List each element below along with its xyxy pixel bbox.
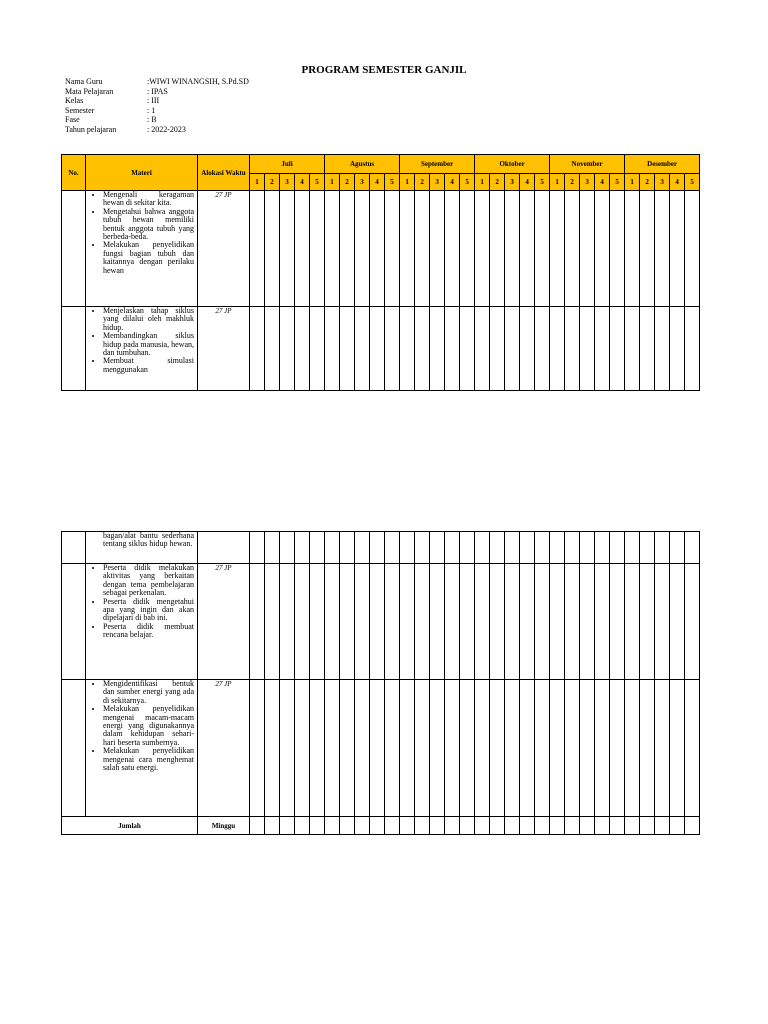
- week-cell: [610, 191, 625, 307]
- week-cell: [250, 307, 265, 391]
- week-cell: [565, 680, 580, 817]
- alokasi-cell: 27 JP: [198, 680, 250, 817]
- week-cell: [505, 564, 520, 680]
- week-cell: [250, 564, 265, 680]
- week-cell: [640, 680, 655, 817]
- week-cell: [250, 817, 265, 835]
- semester-program-table-continued: [61, 531, 700, 835]
- info-value: :WIWI WINANGSIH, S.Pd.SD: [147, 77, 249, 86]
- week-cell: [445, 191, 460, 307]
- info-row-semester: [65, 106, 249, 116]
- week-cell: [490, 191, 505, 307]
- week-cell: [325, 564, 340, 680]
- week-cell: [505, 532, 520, 564]
- week-cell: [595, 680, 610, 817]
- header-week-number: 3: [430, 174, 445, 191]
- materi-list-item: • Membuat simulasi menggunakan: [103, 357, 194, 374]
- week-cell: [640, 191, 655, 307]
- header-week-number: 2: [340, 174, 355, 191]
- week-cell: [325, 191, 340, 307]
- week-cell: [595, 307, 610, 391]
- materi-row: [62, 532, 700, 564]
- week-cell: [685, 817, 700, 835]
- week-cell: [250, 532, 265, 564]
- week-cell: [355, 817, 370, 835]
- week-cell: [385, 532, 400, 564]
- week-cell: [340, 564, 355, 680]
- header-week-number: 5: [310, 174, 325, 191]
- header-month: November: [550, 155, 625, 174]
- materi-list: [90, 564, 194, 640]
- materi-list-item: • Mengetahui bahwa anggota tubuh hewan memiliki bentuk anggota tubuh yang berbeda-beda.: [103, 208, 194, 242]
- header-week-number: 1: [550, 174, 565, 191]
- week-cell: [490, 817, 505, 835]
- week-cell: [250, 191, 265, 307]
- week-cell: [265, 307, 280, 391]
- week-cell: [385, 191, 400, 307]
- materi-cell: [86, 564, 198, 680]
- week-cell: [475, 307, 490, 391]
- week-cell: [580, 532, 595, 564]
- week-cell: [385, 680, 400, 817]
- header-week-number: 3: [655, 174, 670, 191]
- week-cell: [580, 191, 595, 307]
- week-cell: [295, 564, 310, 680]
- header-row-months: [62, 155, 700, 174]
- header-week-number: 2: [490, 174, 505, 191]
- week-cell: [670, 564, 685, 680]
- week-cell: [655, 564, 670, 680]
- week-cell: [430, 564, 445, 680]
- week-cell: [370, 564, 385, 680]
- week-cell: [415, 817, 430, 835]
- week-cell: [415, 307, 430, 391]
- week-cell: [415, 564, 430, 680]
- materi-cell: [86, 191, 198, 307]
- week-cell: [625, 191, 640, 307]
- week-cell: [430, 191, 445, 307]
- header-week-number: 4: [520, 174, 535, 191]
- week-cell: [400, 680, 415, 817]
- week-cell: [490, 564, 505, 680]
- week-cell: [460, 191, 475, 307]
- week-cell: [670, 532, 685, 564]
- header-month: September: [400, 155, 475, 174]
- week-cell: [595, 532, 610, 564]
- info-label: Kelas: [65, 96, 84, 106]
- week-cell: [550, 532, 565, 564]
- week-cell: [490, 532, 505, 564]
- footer-row: [62, 817, 700, 835]
- week-cell: [355, 532, 370, 564]
- week-cell: [595, 817, 610, 835]
- materi-list: [90, 680, 194, 772]
- week-cell: [475, 817, 490, 835]
- header-week-number: 1: [625, 174, 640, 191]
- week-cell: [565, 307, 580, 391]
- week-cell: [280, 532, 295, 564]
- alokasi-cell: [198, 532, 250, 564]
- materi-cell: [86, 307, 198, 391]
- header-no: No.: [62, 155, 86, 191]
- week-cell: [265, 191, 280, 307]
- week-cell: [610, 564, 625, 680]
- header-month: Agustus: [325, 155, 400, 174]
- no-cell: [62, 564, 86, 680]
- week-cell: [475, 680, 490, 817]
- week-cell: [610, 307, 625, 391]
- week-cell: [655, 680, 670, 817]
- week-cell: [580, 564, 595, 680]
- week-cell: [460, 680, 475, 817]
- materi-list-item: • Melakukan penyelidikan mengenai macam-macam energi yang digunakannya dalam kehidupan sehari-hari beserta sumbernya.: [103, 705, 194, 747]
- header-week-number: 1: [400, 174, 415, 191]
- week-cell: [655, 817, 670, 835]
- week-cell: [505, 680, 520, 817]
- week-cell: [355, 564, 370, 680]
- week-cell: [340, 191, 355, 307]
- materi-list-item: • Melakukan penyelidikan mengenai cara menghemat salah satu energi.: [103, 747, 194, 772]
- identity-block: [65, 77, 249, 135]
- header-month: Oktober: [475, 155, 550, 174]
- materi-row: [62, 191, 700, 307]
- week-cell: [445, 532, 460, 564]
- week-cell: [520, 307, 535, 391]
- info-value: : 2022-2023: [147, 124, 186, 134]
- footer-jumlah: Jumlah: [62, 817, 198, 835]
- week-cell: [535, 307, 550, 391]
- materi-cell: [86, 532, 198, 564]
- week-cell: [400, 191, 415, 307]
- header-month: Desember: [625, 155, 700, 174]
- week-cell: [340, 817, 355, 835]
- week-cell: [355, 307, 370, 391]
- week-cell: [520, 191, 535, 307]
- week-cell: [400, 532, 415, 564]
- week-cell: [340, 680, 355, 817]
- week-cell: [325, 680, 340, 817]
- week-cell: [280, 307, 295, 391]
- materi-row: [62, 680, 700, 817]
- week-cell: [430, 307, 445, 391]
- week-cell: [685, 564, 700, 680]
- materi-list: [90, 307, 194, 374]
- week-cell: [370, 680, 385, 817]
- header-week-number: 1: [475, 174, 490, 191]
- materi-list-item: • Membandingkan siklus hidup pada manusia, hewan, dan tumbuhan.: [103, 332, 194, 357]
- week-cell: [550, 817, 565, 835]
- week-cell: [310, 817, 325, 835]
- week-cell: [265, 532, 280, 564]
- week-cell: [355, 680, 370, 817]
- week-cell: [445, 564, 460, 680]
- week-cell: [535, 680, 550, 817]
- week-cell: [535, 532, 550, 564]
- materi-row: [62, 564, 700, 680]
- week-cell: [265, 564, 280, 680]
- week-cell: [550, 564, 565, 680]
- week-cell: [625, 564, 640, 680]
- header-week-number: 2: [265, 174, 280, 191]
- week-cell: [460, 817, 475, 835]
- no-cell: [62, 680, 86, 817]
- week-cell: [430, 532, 445, 564]
- materi-cell: [86, 680, 198, 817]
- week-cell: [460, 564, 475, 680]
- week-cell: [295, 680, 310, 817]
- week-cell: [370, 191, 385, 307]
- week-cell: [685, 307, 700, 391]
- week-cell: [265, 817, 280, 835]
- week-cell: [445, 680, 460, 817]
- header-week-number: 2: [565, 174, 580, 191]
- header-week-number: 3: [505, 174, 520, 191]
- week-cell: [655, 532, 670, 564]
- week-cell: [295, 191, 310, 307]
- week-cell: [550, 191, 565, 307]
- header-week-number: 2: [415, 174, 430, 191]
- week-cell: [370, 307, 385, 391]
- materi-list-item: • Peserta didik membuat rencana belajar.: [103, 623, 194, 640]
- week-cell: [445, 307, 460, 391]
- info-row-mata-pelajaran: [65, 87, 249, 97]
- week-cell: [340, 532, 355, 564]
- week-cell: [280, 564, 295, 680]
- header-week-number: 3: [355, 174, 370, 191]
- materi-list-item: • Mengidentifikasi bentuk dan sumber energi yang ada di sekitarnya.: [103, 680, 194, 705]
- week-cell: [475, 191, 490, 307]
- week-cell: [685, 532, 700, 564]
- week-cell: [520, 564, 535, 680]
- week-cell: [625, 680, 640, 817]
- week-cell: [580, 680, 595, 817]
- week-cell: [385, 307, 400, 391]
- week-cell: [415, 191, 430, 307]
- info-label: Semester: [65, 105, 95, 115]
- header-week-number: 4: [670, 174, 685, 191]
- week-cell: [400, 564, 415, 680]
- week-cell: [265, 680, 280, 817]
- header-week-number: 4: [445, 174, 460, 191]
- week-cell: [325, 532, 340, 564]
- info-label: Tahun pelajaran: [65, 124, 117, 134]
- week-cell: [370, 532, 385, 564]
- info-value: : III: [147, 96, 160, 106]
- week-cell: [520, 532, 535, 564]
- header-week-number: 3: [280, 174, 295, 191]
- week-cell: [580, 817, 595, 835]
- info-value: : B: [147, 115, 157, 125]
- week-cell: [415, 532, 430, 564]
- header-week-number: 5: [685, 174, 700, 191]
- week-cell: [340, 307, 355, 391]
- week-cell: [430, 680, 445, 817]
- info-value: : IPAS: [147, 86, 168, 96]
- week-cell: [325, 307, 340, 391]
- week-cell: [610, 532, 625, 564]
- footer-minggu: Minggu: [198, 817, 250, 835]
- week-cell: [610, 817, 625, 835]
- week-cell: [280, 680, 295, 817]
- week-cell: [670, 307, 685, 391]
- info-row-nama-guru: [65, 77, 249, 87]
- week-cell: [295, 307, 310, 391]
- week-cell: [610, 680, 625, 817]
- header-week-number: 5: [610, 174, 625, 191]
- week-cell: [295, 817, 310, 835]
- no-cell: [62, 532, 86, 564]
- week-cell: [565, 564, 580, 680]
- header-week-number: 1: [325, 174, 340, 191]
- week-cell: [370, 817, 385, 835]
- week-cell: [400, 817, 415, 835]
- header-month: Juli: [250, 155, 325, 174]
- week-cell: [640, 307, 655, 391]
- week-cell: [460, 532, 475, 564]
- week-cell: [535, 191, 550, 307]
- no-cell: [62, 191, 86, 307]
- week-cell: [550, 307, 565, 391]
- alokasi-cell: 27 JP: [198, 307, 250, 391]
- materi-list-item: • Peserta didik mengetahui apa yang ingin dan akan dipelajari di bab ini.: [103, 598, 194, 623]
- header-week-number: 1: [250, 174, 265, 191]
- materi-list-item: • Peserta didik melakukan aktivitas yang berkaitan dengan tema pembelajaran sebagai perkenalan.: [103, 564, 194, 598]
- materi-list-item: • Mengenali keragaman hewan di sekitar kita.: [103, 191, 194, 208]
- info-value: : 1: [147, 105, 156, 115]
- week-cell: [310, 564, 325, 680]
- semester-program-table: [61, 154, 700, 391]
- week-cell: [685, 191, 700, 307]
- week-cell: [310, 191, 325, 307]
- week-cell: [505, 307, 520, 391]
- week-cell: [640, 564, 655, 680]
- info-label: Nama Guru: [65, 77, 103, 86]
- week-cell: [460, 307, 475, 391]
- header-materi: Materi: [86, 155, 198, 191]
- week-cell: [580, 307, 595, 391]
- alokasi-cell: 27 JP: [198, 191, 250, 307]
- week-cell: [535, 564, 550, 680]
- materi-list: [90, 191, 194, 275]
- week-cell: [625, 817, 640, 835]
- week-cell: [685, 680, 700, 817]
- materi-continuation-text: bagan/alat bantu sederhana tentang siklus hidup hewan.: [103, 531, 194, 549]
- week-cell: [520, 817, 535, 835]
- week-cell: [280, 191, 295, 307]
- week-cell: [475, 564, 490, 680]
- week-cell: [565, 532, 580, 564]
- header-week-number: 2: [640, 174, 655, 191]
- week-cell: [280, 817, 295, 835]
- header-week-number: 4: [295, 174, 310, 191]
- week-cell: [385, 564, 400, 680]
- header-week-number: 4: [370, 174, 385, 191]
- week-cell: [535, 817, 550, 835]
- week-cell: [625, 532, 640, 564]
- week-cell: [355, 191, 370, 307]
- header-week-number: 5: [460, 174, 475, 191]
- week-cell: [595, 564, 610, 680]
- week-cell: [595, 191, 610, 307]
- week-cell: [490, 307, 505, 391]
- info-row-tahun-pelajaran: [65, 125, 249, 135]
- week-cell: [550, 680, 565, 817]
- week-cell: [415, 680, 430, 817]
- document-title: PROGRAM SEMESTER GANJIL: [301, 64, 467, 76]
- week-cell: [640, 532, 655, 564]
- materi-list-item: • Menjelaskan tahap siklus yang dilalui oleh makhluk hidup.: [103, 307, 194, 332]
- week-cell: [655, 191, 670, 307]
- week-cell: [670, 191, 685, 307]
- week-cell: [310, 680, 325, 817]
- materi-list-item: • Melakukan penyelidikan fungsi bagian tubuh dan kaitannya dengan perilaku hewan: [103, 241, 194, 275]
- info-label: Mata Pelajaran: [65, 86, 114, 96]
- week-cell: [310, 532, 325, 564]
- header-week-number: 4: [595, 174, 610, 191]
- week-cell: [505, 817, 520, 835]
- week-cell: [565, 191, 580, 307]
- week-cell: [520, 680, 535, 817]
- info-label: Fase: [65, 115, 80, 125]
- week-cell: [640, 817, 655, 835]
- header-week-number: 3: [580, 174, 595, 191]
- week-cell: [490, 680, 505, 817]
- week-cell: [250, 680, 265, 817]
- week-cell: [295, 532, 310, 564]
- week-cell: [325, 817, 340, 835]
- week-cell: [400, 307, 415, 391]
- week-cell: [475, 532, 490, 564]
- week-cell: [310, 307, 325, 391]
- week-cell: [655, 307, 670, 391]
- week-cell: [670, 680, 685, 817]
- alokasi-cell: 27 JP: [198, 564, 250, 680]
- week-cell: [430, 817, 445, 835]
- week-cell: [445, 817, 460, 835]
- info-row-fase: [65, 115, 249, 125]
- header-alokasi-waktu: Alokasi Waktu: [198, 155, 250, 191]
- week-cell: [505, 191, 520, 307]
- week-cell: [625, 307, 640, 391]
- info-row-kelas: [65, 96, 249, 106]
- week-cell: [565, 817, 580, 835]
- no-cell: [62, 307, 86, 391]
- materi-row: [62, 307, 700, 391]
- header-week-number: 5: [385, 174, 400, 191]
- week-cell: [670, 817, 685, 835]
- header-week-number: 5: [535, 174, 550, 191]
- week-cell: [385, 817, 400, 835]
